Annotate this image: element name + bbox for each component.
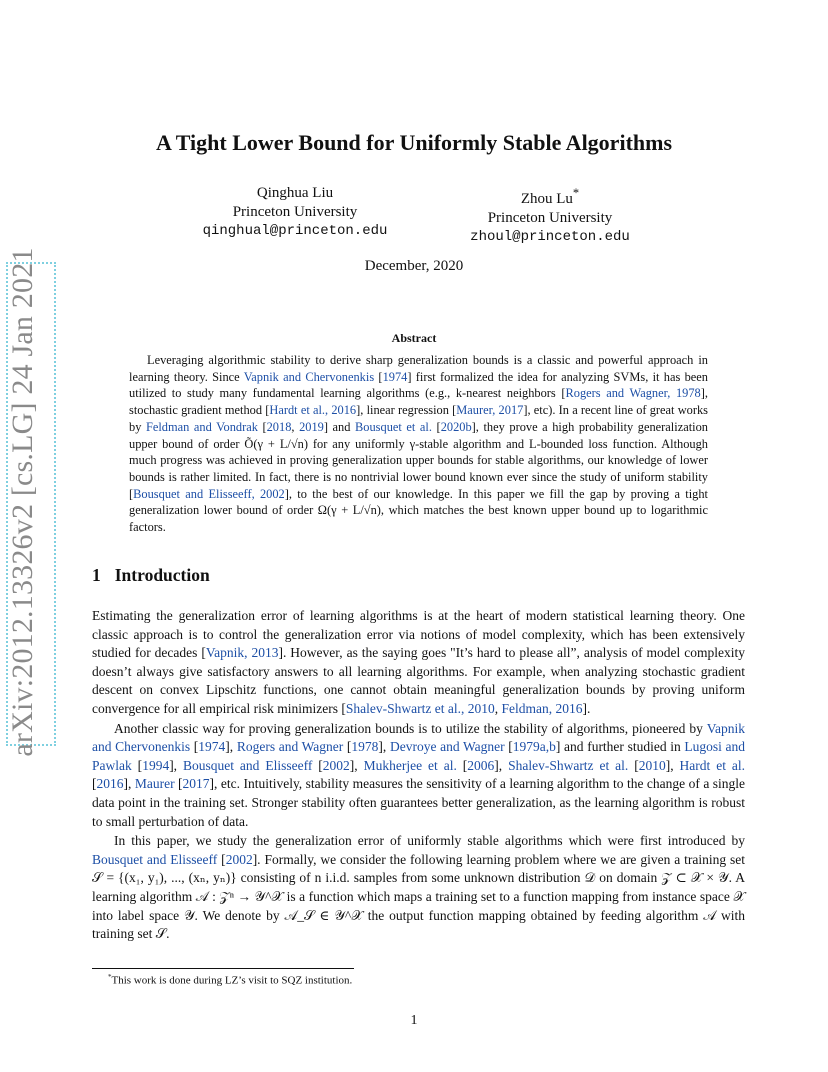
footnote-text: This work is done during LZ’s visit to SQZ institution.	[111, 974, 353, 987]
footnote-mark: *	[108, 973, 112, 981]
citation-link[interactable]: Maurer	[134, 776, 175, 792]
paper-title: A Tight Lower Bound for Uniformly Stable Algorithms	[155, 130, 673, 155]
citation-link[interactable]: Bousquet and Elisseeff, 2002	[133, 486, 285, 501]
abstract-heading: Abstract	[391, 331, 437, 345]
footnote-mark[interactable]: *	[572, 186, 580, 200]
section-title: Introduction	[114, 565, 210, 585]
citation-link[interactable]: 2002	[225, 851, 253, 867]
paragraph: Estimating the generalization error of learning algorithms is at the heart of modern statistical learning theory. One classic approach is to control the generalization error via notions of model complexity, which has been extensively studied for decades [Vapnik, 2013]. However, as the saying goes "It’s hard to please all”, analysis of model complexity doesn’t always give satisfactory answers to all learning algorithms. For example, when analyzing stochastic gradient descent on convex Lipschitz functions, one cannot obtain meaningful generalization bounds by proving uniform convergence for all empirical risk minimizers [Shalev-Shwartz et al., 2010, Feldman, 2016].	[92, 608, 745, 716]
citation-link[interactable]: 1979a,b	[512, 739, 556, 755]
author-affiliation: Princeton University	[232, 204, 358, 220]
citation-link[interactable]: 1978	[351, 739, 379, 755]
citation-link[interactable]: Mukherjee et al.	[363, 757, 457, 773]
citation-link[interactable]: Vapnik, 2013	[205, 645, 279, 661]
citation-link[interactable]: Shalev-Shwartz et al., 2010	[345, 700, 495, 716]
author-name: Zhou Lu*	[520, 186, 580, 207]
author-email[interactable]: zhoul@princeton.edu	[470, 229, 630, 245]
footnote	[108, 973, 352, 987]
paper-date: December, 2020	[364, 258, 464, 274]
citation-link[interactable]: Shalev-Shwartz et al.	[508, 757, 629, 773]
paragraph: Another classic way for proving generalization bounds is to utilize the stability of algorithms, pioneered by Vapnik and Chervonenkis [1974], Rogers and Wagner [1978], Devroye and Wagner [1979a,b] and further studied in Lugosi and Pawlak [1994], Bousquet and Elisseeff [2002], Mukherjee et al. [2006], Shalev-Shwartz et al. [2010], Hardt et al. [2016], Maurer [2017], etc. Intuitively, stability measures the sensitivity of a learning algorithm to the change of a single data point in the training set. Stronger stability often guarantees better generalization, as the learning algorithm is robust to small perturbation of data.	[92, 720, 746, 829]
citation-link[interactable]: Rogers and Wagner	[236, 739, 344, 755]
author-block-2	[440, 184, 660, 247]
abstract-text: Leveraging algorithmic stability to derive sharp generalization bounds is a classic and powerful approach in learning theory. Since Vapnik and Chervonenkis [1974] first formalized the idea for analyzing SVMs, it has been utilized to study many fundamental learning algorithms (e.g., k-nearest neighbors [Rogers and Wagner, 1978], stochastic gradient method [Hardt et al., 2016], linear regression [Maurer, 2017], etc). In a recent line of great works by Feldman and Vondrak [2018, 2019] and Bousquet et al. [2020b], they prove a high probability generalization upper bound of order Õ(γ + L/√n) for any uniformly γ-stable algorithm and L-bounded loss function. Although much progress was achieved in proving generalization upper bounds for stable algorithms, our knowledge of lower bounds is rather limited. In fact, there is no nontrivial lower bound known ever since the study of uniform stability [Bousquet and Elisseeff, 2002], to the best of our knowledge. In this paper we fill the gap by proving a tight generalization lower bound of order Ω(γ + L/√n), which matches the best known upper bound up to logarithmic factors.	[129, 353, 709, 535]
page-number: 1	[410, 1013, 418, 1028]
citation-link[interactable]: Hardt et al.	[679, 757, 746, 773]
citation-link[interactable]: Devroye and Wagner	[389, 739, 505, 755]
citation-link[interactable]: Hardt et al., 2016	[269, 403, 357, 418]
citation-link[interactable]: Feldman, 2016	[501, 700, 583, 716]
citation-link[interactable]: 2016	[96, 776, 124, 792]
citation-link[interactable]: 2010	[638, 757, 666, 773]
citation-link[interactable]: Rogers and Wagner, 1978	[565, 386, 701, 401]
arxiv-identifier[interactable]: arXiv:2012.13326v2 [cs.LG] 24 Jan 2021	[6, 247, 39, 757]
citation-link[interactable]: 2019	[299, 419, 324, 434]
author-name: Qinghua Liu	[256, 185, 334, 201]
citation-link[interactable]: Bousquet and Elisseeff	[92, 851, 218, 867]
citation-link[interactable]: Vapnik and Chervonenkis	[243, 369, 375, 384]
section-heading	[92, 565, 210, 586]
citation-link[interactable]: 2006	[467, 757, 495, 773]
body-text	[92, 607, 745, 944]
citation-link[interactable]: Bousquet et al.	[355, 419, 432, 434]
section-number: 1	[92, 565, 101, 585]
citation-link[interactable]: 2002	[322, 757, 350, 773]
paragraph: In this paper, we study the generalization error of uniformly stable algorithms which were first introduced by Bousquet and Elisseeff [2002]. Formally, we consider the following learning problem where we are given a training set 𝒮 = {(x₁, y₁), ..., (xₙ, yₙ)} consisting of n i.i.d. samples from some unknown distribution 𝒟 on domain 𝒵 ⊂ 𝒳 × 𝒴. A learning algorithm 𝒜 : 𝒵ⁿ → 𝒴^𝒳 is a function which maps a training set to a function mapping from instance space 𝒳 into label space 𝒴. We denote by 𝒜_𝒮 ∈ 𝒴^𝒳 the output function mapping obtained by feeding algorithm 𝒜 with training set 𝒮.	[92, 833, 745, 942]
author-block-1	[180, 184, 410, 241]
footnote-rule	[92, 968, 354, 969]
citation-link[interactable]: Bousquet and Elisseeff	[183, 757, 313, 773]
citation-link[interactable]: 1974	[382, 369, 408, 384]
author-affiliation: Princeton University	[487, 210, 613, 226]
citation-link[interactable]: 2017	[182, 776, 210, 792]
citation-link[interactable]: 2018	[266, 419, 292, 434]
citation-link[interactable]: 2020b	[440, 419, 472, 434]
citation-link[interactable]: Vapnik and Chervonenkis	[92, 720, 745, 755]
citation-link[interactable]: 1974	[198, 739, 226, 755]
citation-link[interactable]: 1994	[142, 757, 170, 773]
citation-link[interactable]: Feldman and Vondrak	[145, 419, 258, 434]
citation-link[interactable]: Maurer, 2017	[456, 403, 524, 418]
author-email[interactable]: qinghual@princeton.edu	[202, 223, 388, 239]
citation-link[interactable]: Lugosi and Pawlak	[92, 739, 746, 773]
